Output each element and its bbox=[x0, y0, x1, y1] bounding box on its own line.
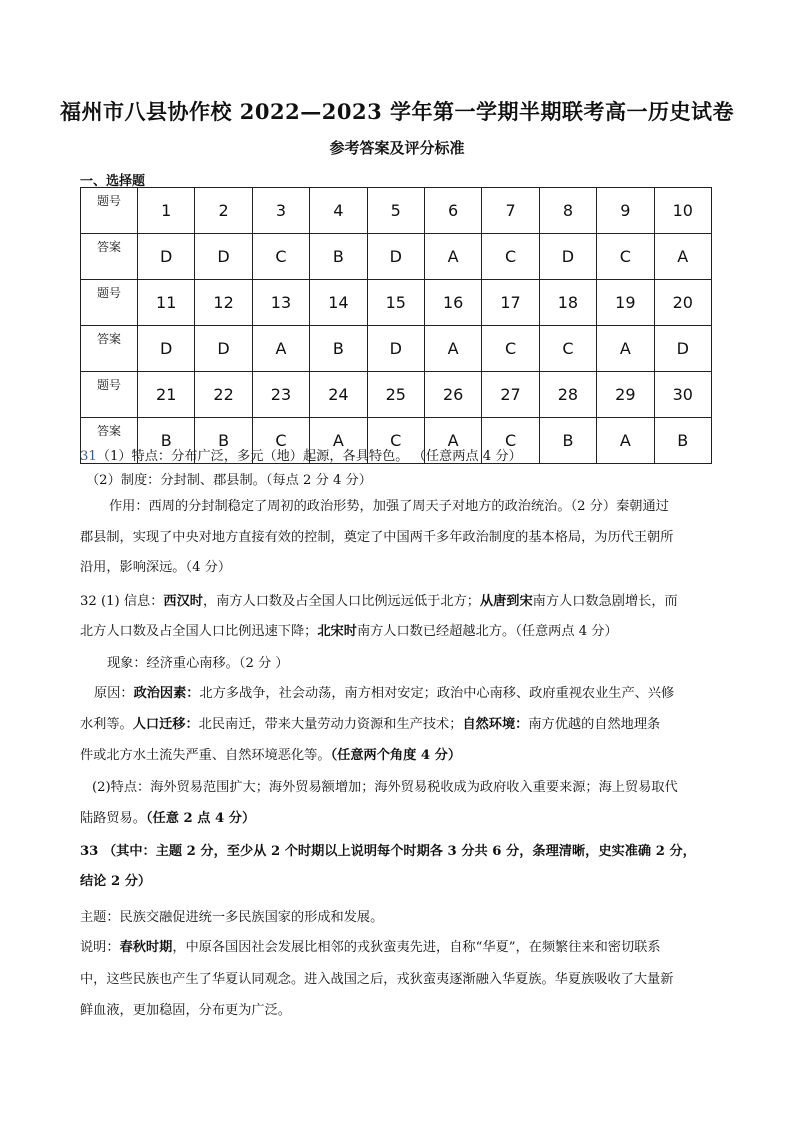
answer-row bbox=[81, 234, 712, 280]
section-heading-choice: 一、选择题 bbox=[80, 174, 146, 189]
q33-line-1: 33 （其中：主题 2 分，至少从 2 个时期以上说明每个时期各 3 分共 6 分，条理清晰，史实准确 2 分， bbox=[80, 844, 696, 859]
q31-line-2: （2）制度：分封制、郡县制。（每点 2 分 4 分） bbox=[86, 473, 372, 488]
page-title: 福州市八县协作校 2022—2023 学年第一学期半期联考高一历史试卷 bbox=[59, 99, 734, 124]
question-number-row bbox=[81, 372, 712, 418]
q33-line-5: 中，这些民族也产生了华夏认同观念。进入战国之后，戎狄蛮夷逐渐融入华夏族。华夏族吸收了大量新 bbox=[80, 972, 674, 987]
q33-line-6: 鲜血液，更加稳固，分布更为广泛。 bbox=[80, 1003, 291, 1018]
q31-line-3: 作用：西周的分封制稳定了周初的政治形势，加强了周天子对地方的政治统治。（2 分）秦朝通过 bbox=[109, 499, 669, 514]
answer-cell: D bbox=[195, 234, 252, 280]
q31-line-1: 31（1）特点：分布广泛，多元（地）起源，各具特色。 （任意两点 4 分） bbox=[80, 449, 522, 464]
row-label-answer: 答案 bbox=[81, 234, 138, 280]
question-number-cell: 10 bbox=[654, 188, 711, 234]
row-label-answer: 答案 bbox=[81, 418, 138, 464]
q32-line-5: 水利等。人口迁移：北民南迁，带来大量劳动力资源和生产技术；自然环境：南方优越的自然地理条 bbox=[80, 717, 661, 732]
question-number-cell: 25 bbox=[367, 372, 424, 418]
question-number-cell: 13 bbox=[252, 280, 309, 326]
q32-line-1: 32 (1) 信息：西汉时，南方人口数及占全国人口比例远远低于北方；从唐到宋南方人口数急剧增长，而 bbox=[80, 594, 678, 609]
question-number-cell: 3 bbox=[252, 188, 309, 234]
answer-cell: B bbox=[195, 418, 252, 464]
answer-cell: D bbox=[539, 234, 596, 280]
q31-line-4: 郡县制，实现了中央对地方直接有效的控制，奠定了中国两千多年政治制度的基本格局，为历代王朝所 bbox=[80, 530, 674, 545]
answer-cell: D bbox=[138, 326, 195, 372]
answer-cell: C bbox=[482, 234, 539, 280]
answer-cell: D bbox=[195, 326, 252, 372]
answer-cell: C bbox=[252, 234, 309, 280]
answer-row bbox=[81, 326, 712, 372]
answer-cell: B bbox=[539, 418, 596, 464]
question-number-cell: 26 bbox=[424, 372, 481, 418]
answer-cell: A bbox=[424, 326, 481, 372]
row-label-question: 题号 bbox=[81, 280, 138, 326]
row-label-question: 题号 bbox=[81, 372, 138, 418]
question-number-cell: 23 bbox=[252, 372, 309, 418]
q32-line-8: 陆路贸易。（任意 2 点 4 分） bbox=[80, 811, 256, 826]
question-number-cell: 24 bbox=[310, 372, 367, 418]
q31-line-5: 沿用，影响深远。（4 分） bbox=[80, 560, 232, 575]
question-number-cell: 15 bbox=[367, 280, 424, 326]
question-number-cell: 17 bbox=[482, 280, 539, 326]
answer-cell: B bbox=[138, 418, 195, 464]
question-number-cell: 21 bbox=[138, 372, 195, 418]
q32-line-3: 现象：经济重心南移。（2 分 ） bbox=[107, 656, 289, 671]
answer-cell: A bbox=[597, 418, 654, 464]
answer-cell: C bbox=[539, 326, 596, 372]
answer-cell: C bbox=[367, 418, 424, 464]
answer-cell: A bbox=[654, 234, 711, 280]
answer-cell: C bbox=[597, 234, 654, 280]
question-number-cell: 19 bbox=[597, 280, 654, 326]
question-number-cell: 9 bbox=[597, 188, 654, 234]
question-number-cell: 6 bbox=[424, 188, 481, 234]
answer-cell: B bbox=[310, 326, 367, 372]
answer-cell: B bbox=[310, 234, 367, 280]
q33-line-3: 主题：民族交融促进统一多民族国家的形成和发展。 bbox=[80, 910, 384, 925]
question-number-cell: 4 bbox=[310, 188, 367, 234]
question-number-cell: 12 bbox=[195, 280, 252, 326]
q31-number: 31 bbox=[80, 449, 97, 464]
q32-line-7: (2)特点：海外贸易范围扩大；海外贸易额增加；海外贸易税收成为政府收入重要来源；海上贸易取代 bbox=[92, 780, 678, 795]
question-number-cell: 28 bbox=[539, 372, 596, 418]
answer-cell: C bbox=[252, 418, 309, 464]
answer-cell: A bbox=[252, 326, 309, 372]
question-number-cell: 1 bbox=[138, 188, 195, 234]
q32-line-6: 件或北方水土流失严重、自然环境恶化等。（任意两个角度 4 分） bbox=[80, 748, 462, 763]
q32-line-2: 北方人口数及占全国人口比例迅速下降；北宋时南方人口数已经超越北方。（任意两点 4 分） bbox=[80, 624, 618, 639]
question-number-cell: 2 bbox=[195, 188, 252, 234]
q33-line-2: 结论 2 分） bbox=[80, 874, 152, 889]
question-number-cell: 18 bbox=[539, 280, 596, 326]
answer-cell: A bbox=[424, 418, 481, 464]
answer-cell: D bbox=[654, 326, 711, 372]
q32-line-4: 原因：政治因素：北方多战争，社会动荡，南方相对安定；政治中心南移、政府重视农业生产、兴修 bbox=[94, 686, 675, 701]
answer-cell: C bbox=[482, 418, 539, 464]
answer-cell: A bbox=[597, 326, 654, 372]
question-number-cell: 11 bbox=[138, 280, 195, 326]
question-number-cell: 22 bbox=[195, 372, 252, 418]
row-label-answer: 答案 bbox=[81, 326, 138, 372]
q33-line-4: 说明：春秋时期，中原各国因社会发展比相邻的戎狄蛮夷先进，自称“华夏”，在频繁往来和密切联系 bbox=[80, 940, 661, 955]
question-number-cell: 16 bbox=[424, 280, 481, 326]
answer-cell: D bbox=[367, 234, 424, 280]
answer-cell: D bbox=[367, 326, 424, 372]
answer-cell: C bbox=[482, 326, 539, 372]
question-number-row bbox=[81, 280, 712, 326]
row-label-question: 题号 bbox=[81, 188, 138, 234]
answer-cell: B bbox=[654, 418, 711, 464]
answer-cell: A bbox=[310, 418, 367, 464]
page-subtitle: 参考答案及评分标准 bbox=[329, 139, 465, 157]
question-number-cell: 5 bbox=[367, 188, 424, 234]
question-number-cell: 27 bbox=[482, 372, 539, 418]
question-number-row bbox=[81, 188, 712, 234]
answer-cell: A bbox=[424, 234, 481, 280]
question-number-cell: 8 bbox=[539, 188, 596, 234]
question-number-cell: 30 bbox=[654, 372, 711, 418]
question-number-cell: 14 bbox=[310, 280, 367, 326]
question-number-cell: 20 bbox=[654, 280, 711, 326]
question-number-cell: 29 bbox=[597, 372, 654, 418]
question-number-cell: 7 bbox=[482, 188, 539, 234]
answer-cell: D bbox=[138, 234, 195, 280]
answer-table bbox=[80, 187, 712, 464]
